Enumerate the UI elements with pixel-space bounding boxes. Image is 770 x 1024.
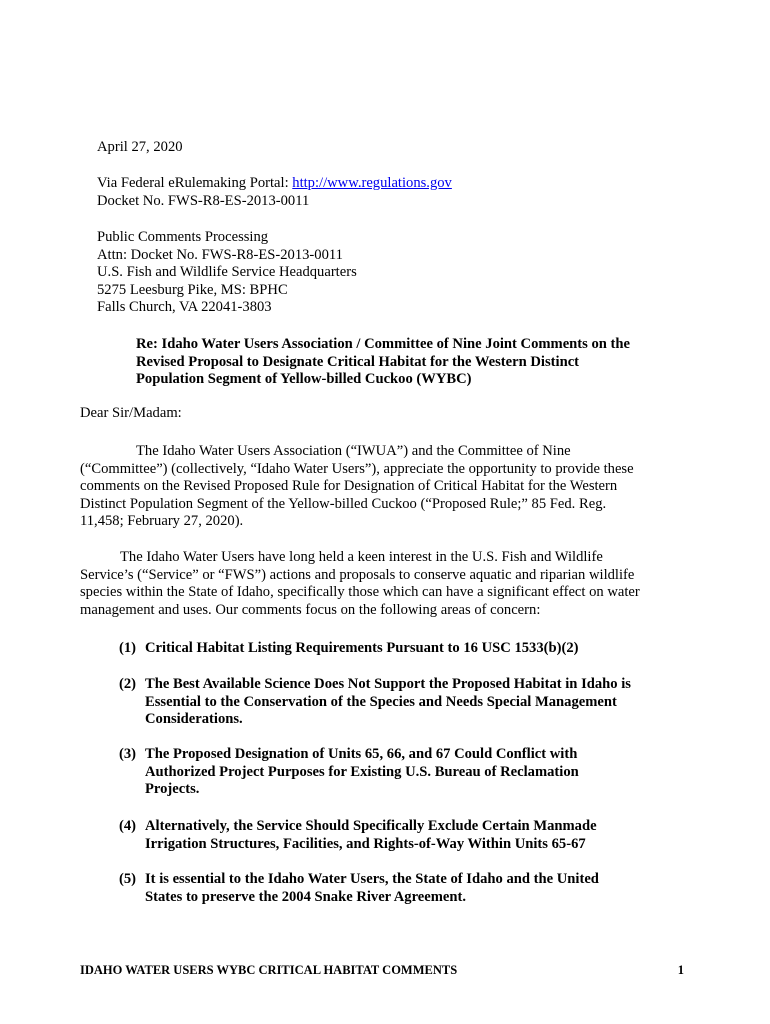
list-item: (5) It is essential to the Idaho Water Users, the State of Idaho and the United States to preserve the 2004 Snake River Agreement. [119,871,599,905]
portal-line [97,175,687,193]
regulations-gov-link[interactable]: http://www.regulations.gov [292,175,452,191]
footer-title: IDAHO WATER USERS WYBC CRITICAL HABITAT COMMENTS [80,963,458,977]
address-line: Public Comments Processing [97,229,269,245]
paragraph-intro: The Idaho Water Users Association (“IWUA”) and the Committee of Nine (“Committee”) (collectively, “Idaho Water Users”), appreciate the opportunity to provide these comments on the Revised Proposed Rule for Designation of Critical Habitat for the Western Distinct Population Segment of the Yellow-billed Cuckoo (“Proposed Rule;” 85 Fed. Reg. 11,458; February 27, 2020). [80,443,634,530]
recipient-address [97,229,687,317]
address-line: Attn: Docket No. FWS-R8-ES-2013-0011 [97,246,343,263]
list-item: (3) The Proposed Designation of Units 65, 66, and 67 Could Conflict with Authorized Project Purposes for Existing U.S. Bureau of Reclamation Projects. [119,746,579,798]
paragraph-interest: The Idaho Water Users have long held a keen interest in the U.S. Fish and Wildlife Service’s (“Service” or “FWS”) actions and proposals to conserve aquatic and riparian wildlife species within the State of Idaho, specifically those which can have a significant effect on water management and uses. Our comments focus on the following areas of concern: [80,549,640,618]
address-line: Falls Church, VA 22041-3803 [97,299,272,316]
salutation: Dear Sir/Madam: [80,405,182,421]
page-number: 1 [677,963,684,977]
letter-date: April 27, 2020 [97,139,183,155]
docket-number: Docket No. FWS-R8-ES-2013-0011 [97,192,310,209]
subject-line: Re: Idaho Water Users Association / Committee of Nine Joint Comments on the Revised Proposal to Designate Critical Habitat for the Western Distinct Population Segment of Yellow-billed Cuckoo (WYBC) [136,336,630,388]
portal-label: Via Federal eRulemaking Portal: [97,175,293,191]
list-item: (2) The Best Available Science Does Not Support the Proposed Habitat in Idaho is Essential to the Conservation of the Species and Needs Special Management Considerations. [119,676,631,728]
list-item: (4) Alternatively, the Service Should Specifically Exclude Certain Manmade Irrigation Structures, Facilities, and Rights-of-Way Within Units 65-67 [119,818,597,852]
address-line: 5275 Leesburg Pike, MS: BPHC [97,281,288,298]
page-footer [80,962,684,980]
list-item: (1) Critical Habitat Listing Requirements Pursuant to 16 USC 1533(b)(2) [119,640,579,656]
address-line: U.S. Fish and Wildlife Service Headquarters [97,264,357,281]
portal-block [97,175,687,210]
